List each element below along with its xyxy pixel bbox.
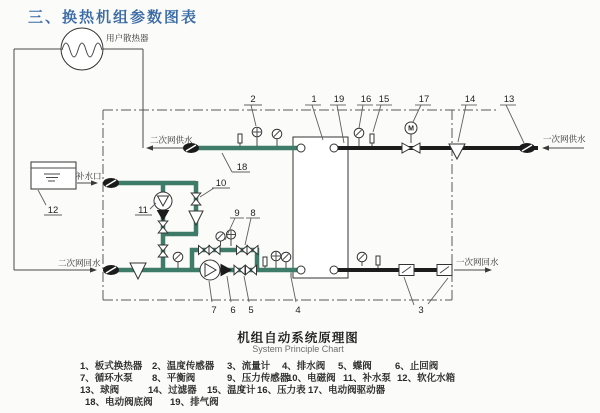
callout-3: 3 [418,305,424,316]
primary-pipes [336,148,538,270]
primary-return-instruments [357,252,452,275]
legend-item: 16、压力表 [257,385,306,396]
legend-item: 5、蝶阀 [338,361,372,372]
check-valve-icon [158,211,169,221]
callout-17: 17 [418,94,430,105]
secondary-return-label: 二次网回水 [58,258,101,268]
callout-12: 12 [47,205,59,216]
check-valve-icon [221,265,231,276]
radiator-label: 用户散热器 [106,33,149,43]
diagram-title: 机组自动系统原理图 [237,331,359,345]
callout-11: 11 [138,205,148,216]
secondary-return-components [104,251,292,280]
callout-6: 6 [230,305,236,316]
legend-item: 1、板式换热器 [80,361,143,372]
makeup-arrow [77,180,98,185]
softened-water-tank [31,162,76,189]
legend-item: 3、流量计 [227,361,271,372]
legend-item: 17、电动阀驱动器 [308,385,386,396]
callout-19: 19 [333,94,345,105]
callout-10: 10 [215,178,227,189]
legend-item: 15、温度计 [207,385,256,396]
callout-18: 18 [236,162,248,173]
callout-13: 13 [503,94,515,105]
page-title: 三、换热机组参数图表 [28,9,199,26]
secondary-supply-instruments [238,127,282,146]
diagram-subtitle: System Principle Chart [252,344,344,354]
callout-15: 15 [378,94,390,105]
legend-item: 12、软化水箱 [397,373,456,384]
strainer-icon [449,144,465,159]
callout-9: 9 [234,208,240,219]
legend-item: 2、温度传感器 [152,361,215,372]
legend-item: 18、电动阀底阀 [85,397,153,408]
callout-7: 7 [211,305,217,316]
primary-supply-label: 一次网供水 [543,134,586,144]
callout-4: 4 [295,305,301,316]
legend-item: 13、球阀 [80,385,120,396]
motor-actuator-label: M [408,125,414,133]
makeup-port-label: 补水口 [76,171,102,181]
plate-heat-exchanger [293,137,348,278]
primary-supply-instruments [354,122,534,159]
callout-14: 14 [464,94,476,105]
strainer-icon [189,211,203,225]
secondary-supply-label: 二次网供水 [150,135,193,145]
legend-item: 19、排气阀 [170,397,219,408]
primary-return-label: 一次网回水 [456,257,499,267]
legend-item: 8、平衡阀 [152,373,196,384]
callout-5: 5 [248,305,254,316]
legend-item: 4、排水阀 [282,361,326,372]
callout-1: 1 [311,94,317,105]
legend-item: 10、电磁阀 [287,373,336,384]
callout-2: 2 [250,94,256,105]
user-radiator [61,28,103,70]
legend-item: 11、补水泵 [343,373,392,384]
legend-item: 6、止回阀 [395,361,439,372]
callout-8: 8 [250,208,256,219]
primary-return-arrow [454,267,492,272]
legend-item: 9、压力传感器 [227,373,290,384]
makeup-assembly [104,179,204,258]
primary-supply-arrow [542,145,584,150]
legend-item: 7、循环水泵 [80,373,133,384]
callout-16: 16 [360,94,372,105]
legend-item: 14、过滤器 [148,385,197,396]
